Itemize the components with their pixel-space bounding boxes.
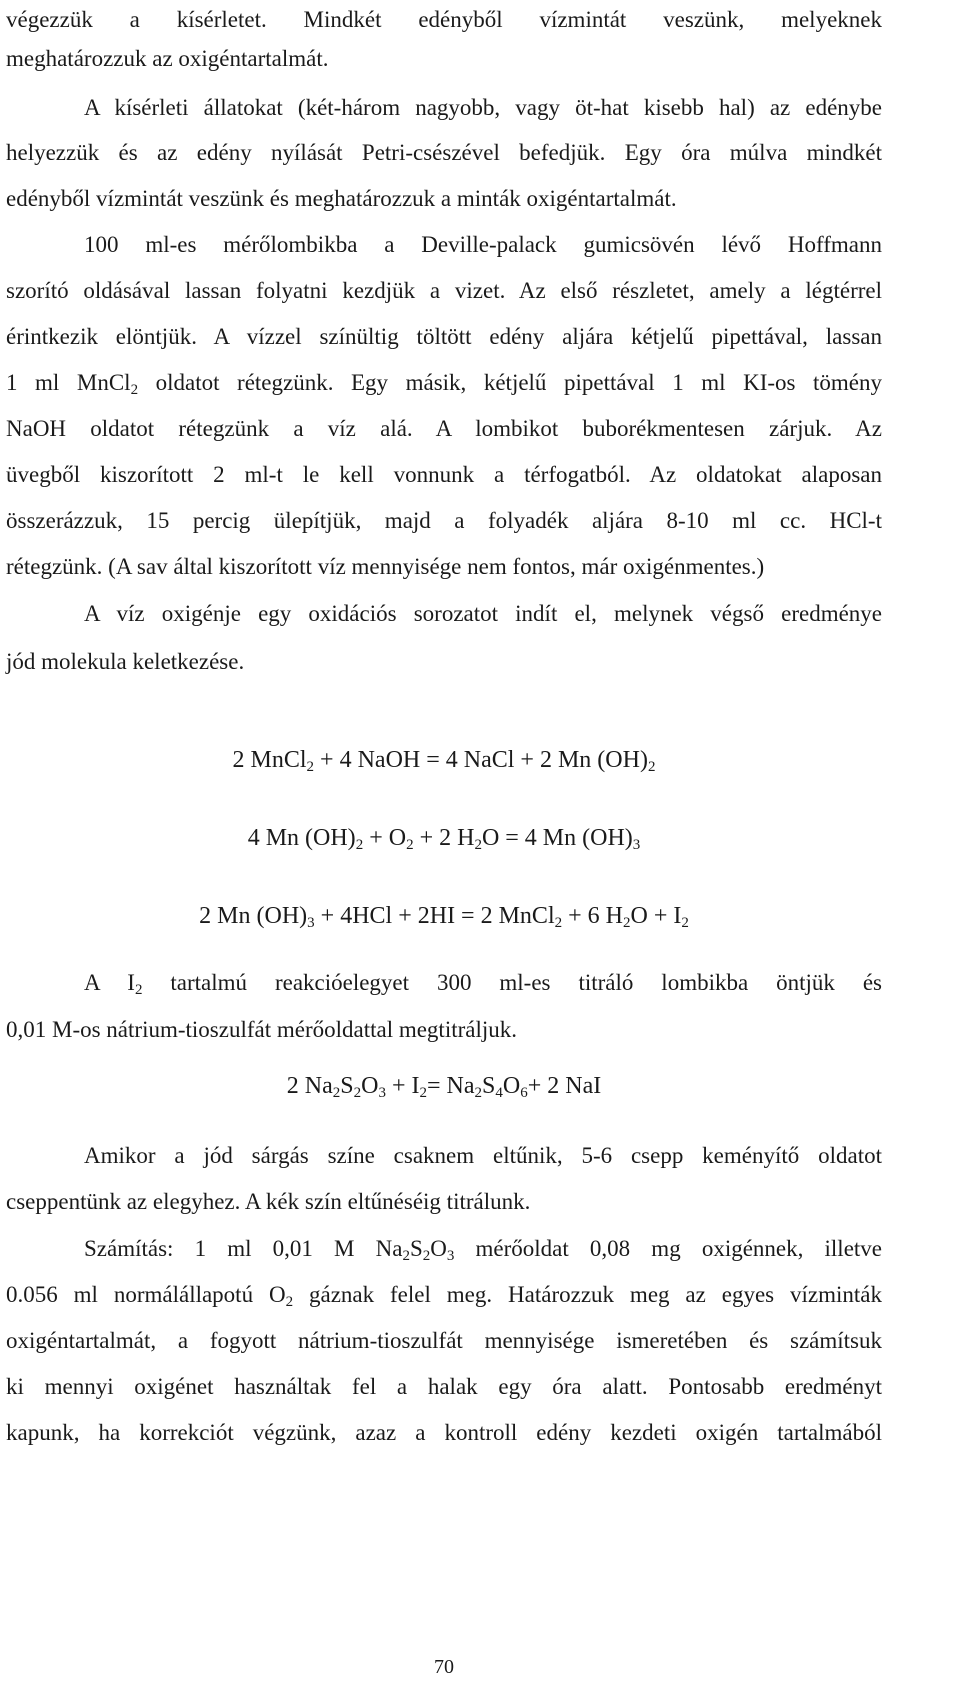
- text-line: A $I_2$ tartalmú reakcióelegyet 300 ml-es titráló lombikba öntjük és: [84, 970, 882, 998]
- text-line: NaOH oldatot rétegzünk a víz alá. A lombikot buborékmentesen zárjuk. Az: [6, 416, 882, 441]
- text-line: üvegből kiszorított 2 ml-t le kell vonnunk a térfogatból. Az oldatokat alaposan: [6, 462, 882, 487]
- text-line: összerázzuk, 15 percig ülepítjük, majd a folyadék aljára 8-10 ml cc. HCl-t: [6, 508, 882, 533]
- text-line: kapunk, ha korrekciót végzünk, azaz a kontroll edény kezdeti oxigén tartalmából: [6, 1420, 882, 1445]
- equation-2: 4 Mn $(OH)_2 + O_2 + 2$ $H_2O = 4$ Mn $(OH)_3$: [247, 825, 641, 853]
- text-line: ki mennyi oxigénet használtak fel a halak egy óra alatt. Pontosabb eredményt: [6, 1374, 882, 1399]
- text-line: 1 ml MnCl$_2$ oldatot rétegzünk. Egy másik, kétjelű pipettával 1 ml KI-os tömény: [6, 370, 882, 398]
- text-line: meghatározzuk az oxigéntartalmát.: [6, 46, 329, 71]
- text-line: A víz oxigénje egy oxidációs sorozatot indít el, melynek végső eredménye: [84, 601, 882, 626]
- text-line: oxigéntartalmát, a fogyott nátrium-tioszulfát mennyisége ismeretében és számítsuk: [6, 1328, 882, 1353]
- text-line: Amikor a jód sárgás színe csaknem eltűnik, 5-6 csepp keményítő oldatot: [84, 1143, 882, 1168]
- text-line: 0.056 ml normálállapotú $O_2$ gáznak felel meg. Határozzuk meg az egyes vízminták: [6, 1282, 882, 1310]
- text-line: rétegzünk. (A sav által kiszorított víz mennyisége nem fontos, már oxigénmentes.): [6, 554, 765, 579]
- text-line: érintkezik elöntjük. A vízzel színültig töltött edény aljára kétjelű pipettával, lassan: [6, 324, 882, 349]
- text-line: 100 ml-es mérőlombikba a Deville-palack gumicsövén lévő Hoffmann: [84, 232, 882, 257]
- text-line: helyezzük és az edény nyílását Petri-csészével befedjük. Egy óra múlva mindkét: [6, 140, 882, 165]
- equation-1: 2 MnCl$_2$ + 4 NaOH = 4 NaCl + 2 Mn $(OH)_2$: [232, 747, 656, 775]
- text-line: A kísérleti állatokat (két-három nagyobb, vagy öt-hat kisebb hal) az edénybe: [84, 95, 882, 120]
- text-line: edényből vízmintát veszünk és meghatározzuk a minták oxigéntartalmát.: [6, 186, 677, 211]
- equation-4: 2 $Na_2S_2O_3 + I_2= Na_2S_4O_6+ 2$ NaI: [286, 1073, 602, 1101]
- text-line: Számítás: 1 ml 0,01 M $Na_2S_2O_3$ mérőoldat 0,08 mg oxigénnek, illetve: [84, 1236, 883, 1264]
- equation-3: 2 Mn $(OH)_3 + 4HCl + 2HI = 2$ MnCl$_2$ + 6 $H_2O + I_2$: [199, 903, 689, 931]
- text-line: 0,01 M-os nátrium-tioszulfát mérőoldattal megtitráljuk.: [6, 1017, 517, 1042]
- text-line: végezzük a kísérletet. Mindkét edényből vízmintát veszünk, melyeknek: [6, 7, 882, 32]
- text-line: szorító oldásával lassan folyatni kezdjük a vizet. Az első részletet, amely a légtérrel: [6, 278, 882, 303]
- page-number: 70: [434, 1656, 454, 1678]
- text-line: jód molekula keletkezése.: [6, 649, 245, 674]
- text-line: cseppentünk az elegyhez. A kék szín eltűnéséig titrálunk.: [6, 1189, 531, 1214]
